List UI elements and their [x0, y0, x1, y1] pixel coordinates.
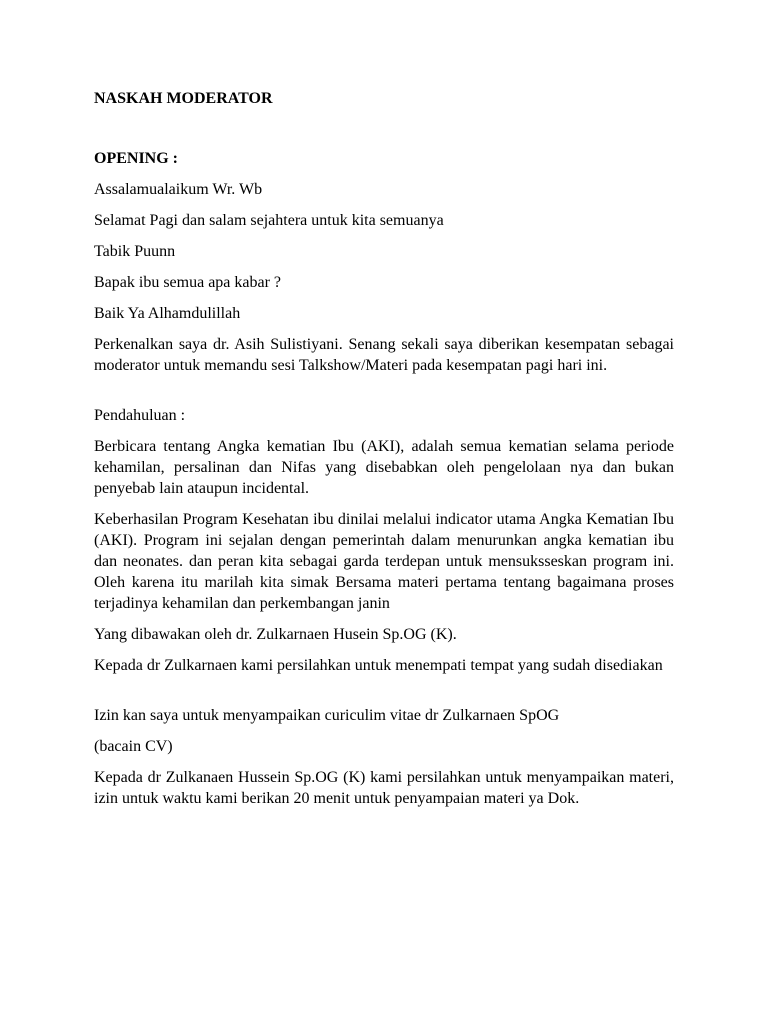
opening-label: OPENING : — [94, 150, 178, 167]
opening-line-alhamdulillah: Baik Ya Alhamdulillah — [94, 305, 241, 322]
opening-line-good-morning: Selamat Pagi dan salam sejahtera untuk kita semuanya — [94, 212, 444, 229]
cv-note: (bacain CV) — [94, 738, 173, 755]
pendahuluan-paragraph-invite: Kepada dr Zulkarnaen kami persilahkan untuk menempati tempat yang sudah disediakan — [94, 657, 663, 674]
intro-paragraph: Perkenalkan saya dr. Asih Sulistiyani. Senang sekali saya diberikan kesempatan sebagai moderator untuk memandu sesi Talkshow/Materi pada kesempatan pagi hari ini. — [94, 336, 674, 374]
pendahuluan-paragraph-speaker: Yang dibawakan oleh dr. Zulkarnaen Husein Sp.OG (K). — [94, 626, 457, 643]
pendahuluan-label: Pendahuluan : — [94, 407, 186, 424]
pendahuluan-paragraph-aki: Berbicara tentang Angka kematian Ibu (AKI), adalah semua kematian selama periode kehamilan, persalinan dan Nifas yang disebabkan oleh pengelolaan nya dan bukan penyebab lain ataupun incidental. — [94, 438, 674, 497]
document-body — [94, 88, 674, 819]
pendahuluan-paragraph-program: Keberhasilan Program Kesehatan ibu dinilai melalui indicator utama Angka Kematian Ibu (AKI). Program ini sejalan dengan pemerintah dalam menurunkan angka kematian ibu dan neonates. dan peran kita sebagai garda terdepan untuk mensuksseskan program ini. Oleh karena itu marilah kita simak Bersama materi pertama tentang bagaimana proses terjadinya kehamilan dan perkembangan janin — [94, 511, 674, 612]
opening-line-how-are-you: Bapak ibu semua apa kabar ? — [94, 274, 282, 291]
closing-paragraph: Kepada dr Zulkanaen Hussein Sp.OG (K) kami persilahkan untuk menyampaikan materi, izin untuk waktu kami berikan 20 menit untuk penyampaian materi ya Dok. — [94, 769, 674, 807]
document-title: NASKAH MODERATOR — [94, 90, 273, 107]
cv-intro: Izin kan saya untuk menyampaikan curiculim vitae dr Zulkarnaen SpOG — [94, 707, 560, 724]
opening-line-tabik: Tabik Puunn — [94, 243, 176, 260]
opening-line-greeting: Assalamualaikum Wr. Wb — [94, 181, 263, 198]
